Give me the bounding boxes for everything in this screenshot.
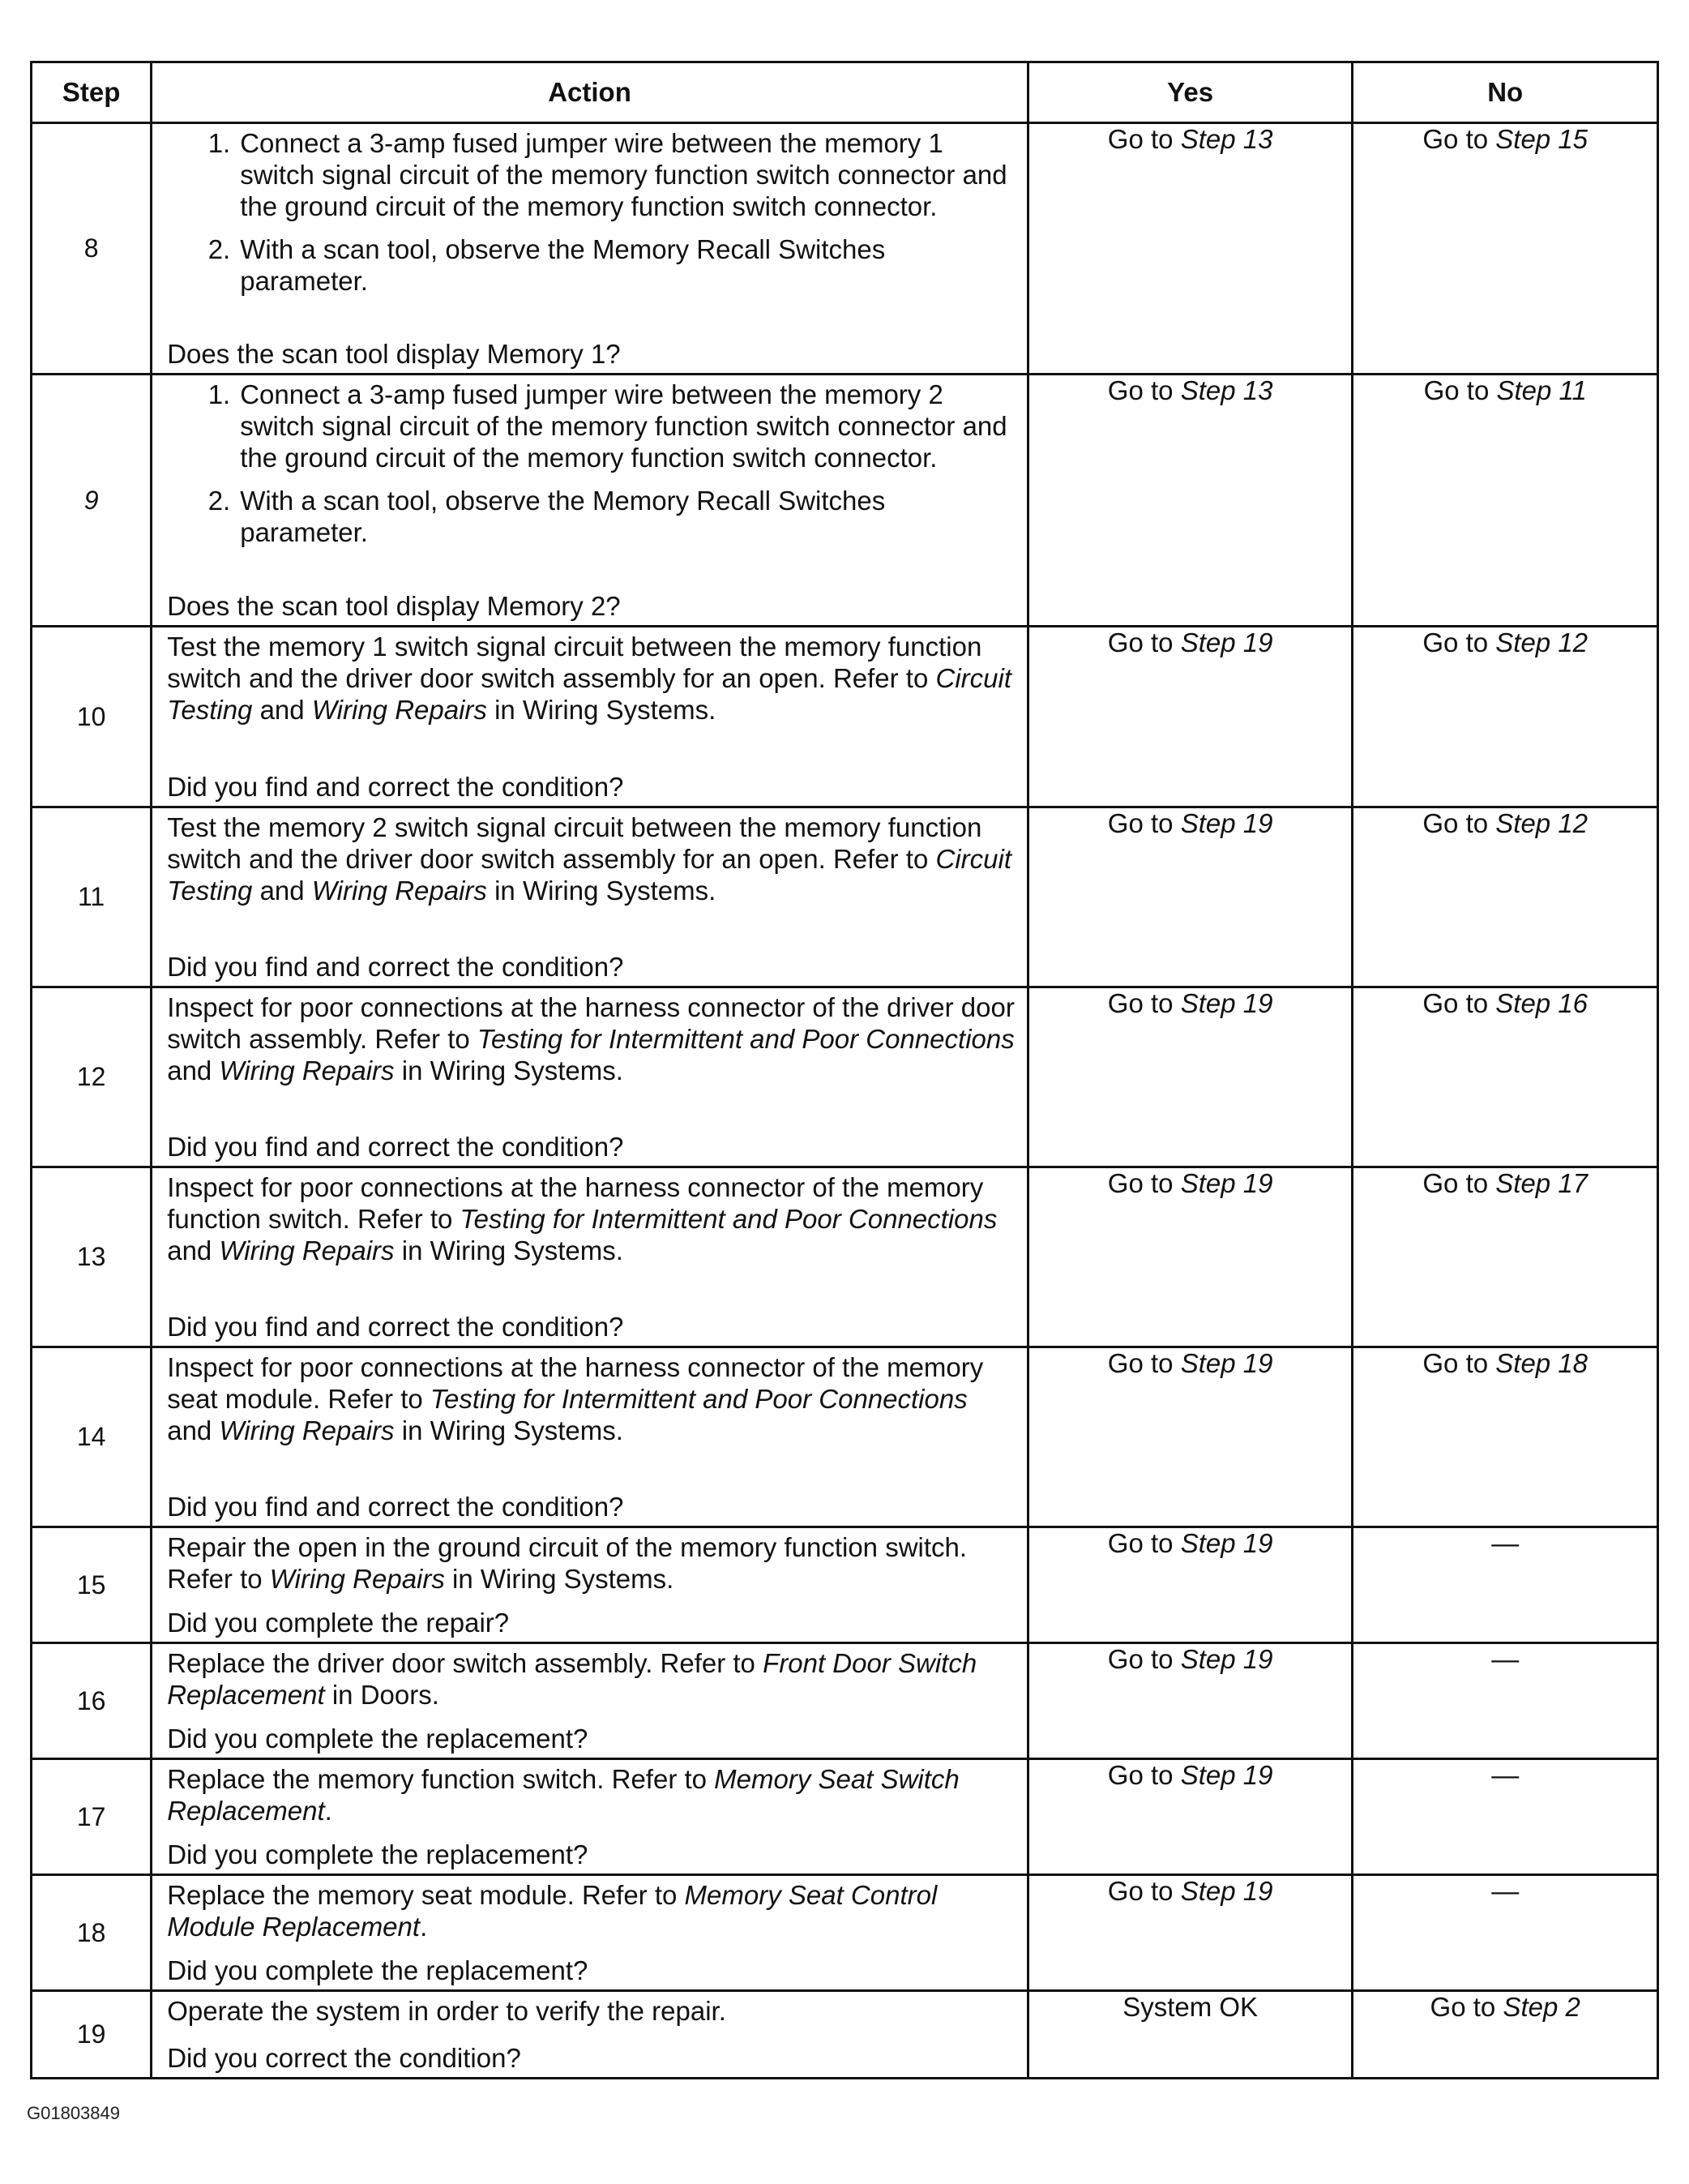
no-goto-prefix: Go to	[1423, 375, 1497, 405]
step-cell	[32, 1347, 152, 1527]
action-body	[167, 1879, 1016, 1955]
list-item	[167, 233, 1016, 297]
yes-goto-prefix: Go to	[1107, 1876, 1181, 1906]
action-question: Did you complete the replacement?	[167, 1955, 588, 1985]
step-cell	[32, 1167, 152, 1347]
reference-link-text: Testing for Intermittent and Poor Connections	[477, 1024, 1015, 1054]
no-step-reference: Step 12	[1495, 627, 1589, 657]
yes-cell	[1028, 627, 1353, 807]
list-item-text: Connect a 3-amp fused jumper wire between the memory 1 switch signal circuit of the memory function switch connector and the ground circuit of the memory function switch connector.	[240, 128, 1007, 221]
action-content	[152, 808, 1027, 986]
no-cell	[1353, 627, 1658, 807]
yes-step-reference: Step 19	[1180, 1760, 1273, 1790]
no-cell	[1353, 1875, 1658, 1991]
figure-code: G01803849	[27, 2103, 120, 2123]
no-step-reference: Step 12	[1495, 808, 1589, 838]
action-body	[167, 631, 1016, 771]
header-row	[32, 62, 1658, 123]
action-question: Did you find and correct the condition?	[167, 772, 624, 802]
action-cell	[152, 1759, 1028, 1875]
action-question: Did you find and correct the condition?	[167, 1132, 624, 1162]
table-row	[32, 1167, 1658, 1347]
no-step-reference: Step 15	[1495, 124, 1589, 154]
action-question: Did you correct the condition?	[167, 2043, 521, 2073]
action-text-segment: Inspect for poor connections at the harness connector of the memory seat module. Refer to	[167, 1352, 984, 1414]
action-steps-list	[167, 379, 1016, 548]
reference-link-text: Circuit Testing	[167, 663, 1012, 725]
action-text-segment: Operate the system in order to verify the repair.	[167, 1996, 726, 2026]
action-question: Did you find and correct the condition?	[167, 1312, 624, 1342]
step-number: 9	[83, 485, 99, 515]
action-text-segment: and	[167, 1415, 220, 1445]
step-cell	[32, 807, 152, 987]
table-row	[32, 123, 1658, 375]
reference-link-text: Memory Seat Control Module Replacement	[167, 1880, 938, 1942]
action-content	[152, 1760, 1027, 1874]
list-item-text: With a scan tool, observe the Memory Recall Switches parameter.	[240, 486, 886, 547]
action-body	[167, 1995, 1016, 2042]
action-text-segment: Test the memory 2 switch signal circuit between the memory function switch and the driver door switch assembly for an open. Refer to	[167, 812, 982, 874]
step-number: 14	[76, 1422, 106, 1451]
action-text-segment: Test the memory 1 switch signal circuit between the memory function switch and the driver door switch assembly for an open. Refer to	[167, 632, 982, 693]
header-no: No	[1353, 62, 1658, 123]
yes-goto-prefix: Go to	[1107, 988, 1181, 1018]
no-step-reference: Step 18	[1495, 1348, 1589, 1378]
action-content	[152, 1992, 1027, 2077]
action-text	[167, 991, 1016, 1086]
table-row	[32, 627, 1658, 807]
yes-cell	[1028, 987, 1353, 1167]
yes-step-reference: Step 13	[1180, 124, 1273, 154]
action-body	[167, 127, 1016, 338]
no-goto-prefix: Go to	[1422, 1168, 1496, 1198]
reference-link-text: Circuit Testing	[167, 844, 1012, 906]
reference-link-text: Wiring Repairs	[311, 876, 487, 906]
list-item-number: 2.	[207, 234, 231, 264]
no-goto-prefix: Go to	[1422, 988, 1496, 1018]
yes-goto-prefix: Go to	[1107, 1168, 1181, 1198]
no-cell	[1353, 1991, 1658, 2079]
header-yes: Yes	[1028, 62, 1353, 123]
no-cell	[1353, 807, 1658, 987]
reference-link-text: Wiring Repairs	[219, 1415, 395, 1445]
no-cell	[1353, 1167, 1658, 1347]
yes-cell	[1028, 123, 1353, 375]
no-cell	[1353, 987, 1658, 1167]
list-item-text: Connect a 3-amp fused jumper wire between the memory 2 switch signal circuit of the memory function switch connector and the ground circuit of the memory function switch connector.	[240, 379, 1007, 473]
yes-goto-prefix: Go to	[1107, 1528, 1181, 1558]
not-applicable-dash: —	[1491, 1760, 1520, 1791]
reference-link-text: Testing for Intermittent and Poor Connections	[430, 1384, 968, 1414]
no-cell	[1353, 1759, 1658, 1875]
action-text-segment: in Wiring Systems.	[394, 1235, 623, 1265]
yes-goto-prefix: Go to	[1107, 1348, 1181, 1378]
no-goto-prefix: Go to	[1422, 808, 1496, 838]
action-content	[152, 1644, 1027, 1758]
list-item	[167, 379, 1016, 473]
action-text-segment: Inspect for poor connections at the harness connector of the driver door switch assembly. Refer to	[167, 992, 1015, 1054]
step-cell	[32, 1991, 152, 2079]
action-cell	[152, 1643, 1028, 1759]
list-item-text: With a scan tool, observe the Memory Recall Switches parameter.	[240, 234, 886, 296]
action-cell	[152, 807, 1028, 987]
yes-step-reference: Step 19	[1180, 1168, 1273, 1198]
action-text-segment: Replace the memory seat module. Refer to	[167, 1880, 685, 1910]
action-content	[152, 627, 1027, 806]
yes-step-reference: Step 19	[1180, 1348, 1273, 1378]
table-row	[32, 1347, 1658, 1527]
header-action: Action	[152, 62, 1028, 123]
no-goto-prefix: Go to	[1430, 1992, 1503, 2022]
no-goto-prefix: Go to	[1422, 1348, 1496, 1378]
reference-link-text: Wiring Repairs	[219, 1056, 395, 1086]
table-row	[32, 1527, 1658, 1643]
action-text	[167, 1879, 1016, 1942]
action-content	[152, 1168, 1027, 1346]
action-text-segment: and	[252, 695, 312, 725]
list-item-number: 2.	[207, 486, 231, 516]
list-item	[167, 485, 1016, 548]
step-number: 19	[76, 2019, 106, 2049]
action-cell	[152, 627, 1028, 807]
action-content	[152, 1876, 1027, 1989]
step-cell	[32, 1875, 152, 1991]
step-cell	[32, 1643, 152, 1759]
action-content	[152, 1348, 1027, 1526]
action-text-segment: in Doors.	[324, 1680, 439, 1710]
reference-link-text: Wiring Repairs	[269, 1564, 445, 1594]
step-cell	[32, 1527, 152, 1643]
list-item-number: 1.	[207, 128, 231, 158]
no-step-reference: Step 17	[1495, 1168, 1589, 1198]
action-text	[167, 1763, 1016, 1826]
action-text-segment: and	[167, 1235, 220, 1265]
yes-step-reference: Step 13	[1180, 375, 1273, 405]
action-text-segment: Replace the driver door switch assembly. Refer to	[167, 1648, 763, 1678]
yes-cell	[1028, 1875, 1353, 1991]
step-number: 11	[78, 882, 105, 911]
action-text	[167, 631, 1016, 726]
table-row	[32, 375, 1658, 627]
yes-cell	[1028, 1347, 1353, 1527]
header-step: Step	[32, 62, 152, 123]
not-applicable-dash: —	[1491, 1528, 1520, 1559]
step-number: 17	[76, 1801, 106, 1831]
action-body	[167, 812, 1016, 951]
step-number: 10	[76, 701, 106, 731]
step-cell	[32, 1759, 152, 1875]
action-steps-list	[167, 127, 1016, 297]
yes-cell	[1028, 807, 1353, 987]
action-body	[167, 1171, 1016, 1311]
action-text-segment: Repair the open in the ground circuit of the memory function switch. Refer to	[167, 1532, 968, 1594]
action-text-segment: Replace the memory function switch. Refer to	[167, 1764, 715, 1794]
yes-result: System OK	[1122, 1992, 1259, 2022]
table-row	[32, 987, 1658, 1167]
no-goto-prefix: Go to	[1422, 124, 1496, 154]
yes-goto-prefix: Go to	[1107, 1760, 1181, 1790]
action-text	[167, 1351, 1016, 1446]
no-cell	[1353, 1643, 1658, 1759]
action-question: Does the scan tool display Memory 1?	[167, 339, 621, 369]
action-body	[167, 1647, 1016, 1723]
action-question: Did you find and correct the condition?	[167, 952, 624, 982]
yes-goto-prefix: Go to	[1107, 1644, 1181, 1674]
yes-step-reference: Step 19	[1180, 988, 1273, 1018]
action-text	[167, 1171, 1016, 1266]
action-text-segment: and	[167, 1056, 220, 1086]
no-cell	[1353, 1347, 1658, 1527]
list-item-number: 1.	[207, 379, 231, 409]
no-cell	[1353, 1527, 1658, 1643]
yes-goto-prefix: Go to	[1107, 124, 1181, 154]
no-step-reference: Step 2	[1503, 1992, 1580, 2022]
action-text-segment: in Wiring Systems.	[486, 695, 716, 725]
action-question: Does the scan tool display Memory 2?	[167, 591, 621, 621]
step-cell	[32, 627, 152, 807]
action-question: Did you complete the repair?	[167, 1608, 510, 1638]
action-body	[167, 1531, 1016, 1607]
list-item	[167, 127, 1016, 222]
no-cell	[1353, 375, 1658, 627]
no-step-reference: Step 11	[1496, 375, 1587, 405]
step-cell	[32, 987, 152, 1167]
action-question: Did you find and correct the condition?	[167, 1492, 624, 1522]
action-cell	[152, 1527, 1028, 1643]
yes-cell	[1028, 1643, 1353, 1759]
reference-link-text: Memory Seat Switch Replacement	[167, 1764, 960, 1826]
yes-cell	[1028, 1527, 1353, 1643]
step-number: 18	[76, 1917, 106, 1947]
yes-cell	[1028, 1991, 1353, 2079]
not-applicable-dash: —	[1491, 1876, 1520, 1907]
yes-goto-prefix: Go to	[1107, 375, 1181, 405]
action-text-segment: in Wiring Systems.	[486, 876, 716, 906]
action-text-segment: .	[324, 1796, 332, 1826]
action-text-segment: in Wiring Systems.	[394, 1415, 623, 1445]
no-goto-prefix: Go to	[1422, 627, 1496, 657]
reference-link-text: Wiring Repairs	[311, 695, 487, 725]
yes-step-reference: Step 19	[1180, 808, 1273, 838]
action-cell	[152, 1991, 1028, 2079]
action-text	[167, 812, 1016, 906]
table-row	[32, 1875, 1658, 1991]
action-question: Did you complete the replacement?	[167, 1839, 588, 1869]
table-body	[32, 123, 1658, 2079]
yes-step-reference: Step 19	[1180, 1876, 1273, 1906]
yes-step-reference: Step 19	[1180, 1528, 1273, 1558]
reference-link-text: Wiring Repairs	[219, 1235, 395, 1265]
action-text-segment: and	[252, 876, 312, 906]
step-number: 8	[83, 233, 99, 263]
action-body	[167, 991, 1016, 1131]
action-body	[167, 1763, 1016, 1839]
action-question: Did you complete the replacement?	[167, 1724, 588, 1754]
action-cell	[152, 375, 1028, 627]
action-text	[167, 1647, 1016, 1711]
yes-goto-prefix: Go to	[1107, 627, 1181, 657]
reference-link-text: Testing for Intermittent and Poor Connections	[460, 1204, 998, 1234]
table-row	[32, 1643, 1658, 1759]
yes-cell	[1028, 375, 1353, 627]
step-cell	[32, 375, 152, 627]
action-cell	[152, 1875, 1028, 1991]
step-number: 12	[76, 1062, 106, 1091]
action-text-segment: in Wiring Systems.	[394, 1056, 623, 1086]
action-content	[152, 1528, 1027, 1642]
action-cell	[152, 123, 1028, 375]
action-text-segment: in Wiring Systems.	[444, 1564, 674, 1594]
table-row	[32, 1759, 1658, 1875]
reference-link-text: Front Door Switch Replacement	[167, 1648, 977, 1710]
step-cell	[32, 123, 152, 375]
action-cell	[152, 987, 1028, 1167]
step-number: 16	[76, 1685, 106, 1715]
yes-step-reference: Step 19	[1180, 1644, 1273, 1674]
step-number: 15	[76, 1569, 106, 1599]
action-text-segment: Inspect for poor connections at the harness connector of the memory function switch. Refer to	[167, 1172, 984, 1234]
yes-step-reference: Step 19	[1180, 627, 1273, 657]
not-applicable-dash: —	[1491, 1644, 1520, 1675]
no-cell	[1353, 123, 1658, 375]
action-content	[152, 375, 1027, 625]
action-text	[167, 1531, 1016, 1595]
action-content	[152, 124, 1027, 373]
no-step-reference: Step 16	[1495, 988, 1589, 1018]
step-number: 13	[76, 1242, 106, 1271]
yes-cell	[1028, 1759, 1353, 1875]
table-row	[32, 1991, 1658, 2079]
action-text	[167, 1995, 1016, 2027]
yes-goto-prefix: Go to	[1107, 808, 1181, 838]
action-body	[167, 1351, 1016, 1491]
action-body	[167, 379, 1016, 590]
action-text-segment: .	[420, 1912, 428, 1942]
diagnostic-table	[30, 61, 1659, 2079]
action-cell	[152, 1347, 1028, 1527]
action-cell	[152, 1167, 1028, 1347]
table-row	[32, 807, 1658, 987]
yes-cell	[1028, 1167, 1353, 1347]
action-content	[152, 988, 1027, 1166]
